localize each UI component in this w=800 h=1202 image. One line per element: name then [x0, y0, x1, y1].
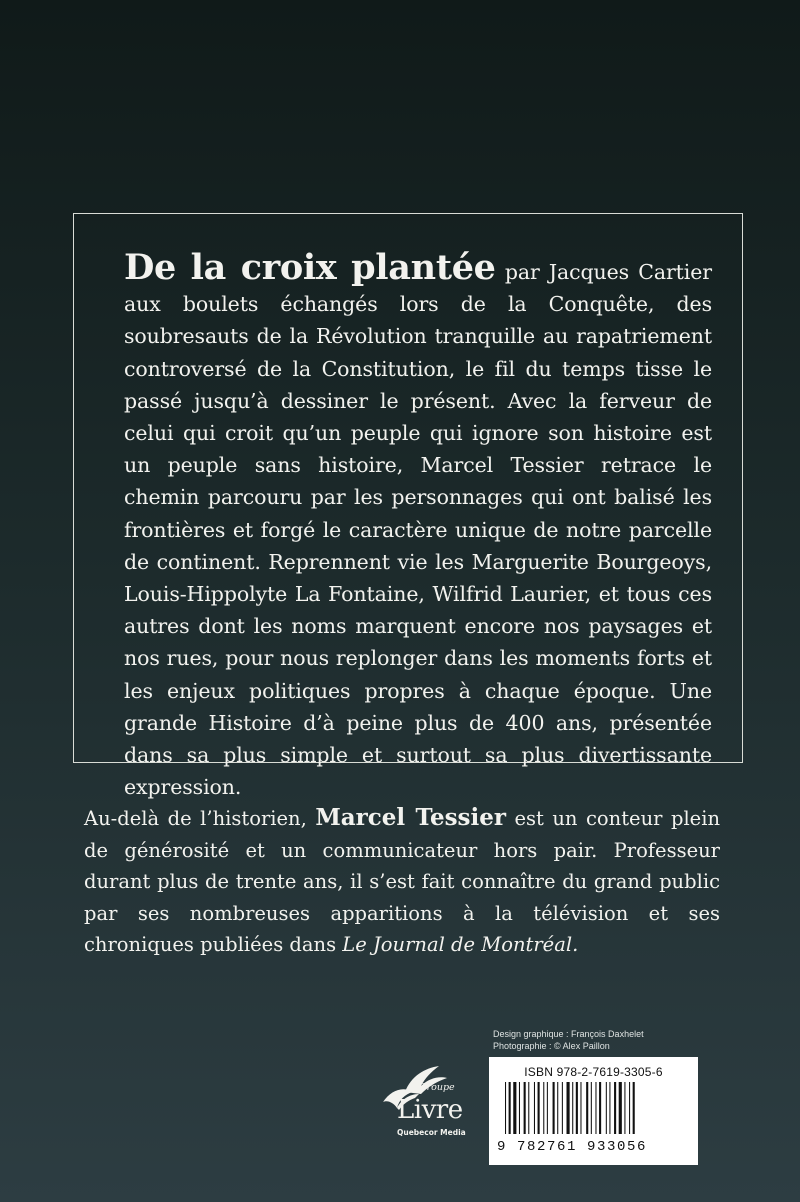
logo-livre: Livre: [397, 1095, 463, 1125]
bio-intro: Au-delà de l’historien,: [84, 807, 316, 830]
barcode-bar: [629, 1082, 630, 1134]
isbn-barcode: [489, 1057, 698, 1165]
barcode-bar: [614, 1082, 616, 1134]
barcode-bar: [580, 1082, 581, 1134]
barcode-bar: [534, 1082, 535, 1134]
barcode-bar: [586, 1082, 588, 1134]
logo-groupe: Groupe: [419, 1082, 455, 1093]
barcode-bar: [567, 1082, 570, 1134]
logo-quebecor: Quebecor Media: [397, 1128, 466, 1137]
barcode-bar: [606, 1082, 607, 1134]
blurb-lead: De la croix plantée: [124, 247, 496, 288]
isbn-number: ISBN 978-2-7619-3305-6: [524, 1065, 663, 1079]
blurb-body: par Jacques Cartier aux boulets échangés lors de la Conquête, des soubresauts de la Révolution tranquille au rapatriement controversé de la Constitution, le fil du temps tisse le passé jusqu’à dessiner le présent. Avec la ferveur de celui qui croit qu’un peuple qui ignore son histoire est un peuple sans histoire, Marcel Tessier retrace le chemin parcouru par les personnages qui ont balisé les frontières et forgé le caractère unique de notre parcelle de continent. Reprennent vie les Marguerite Bourgeoys, Louis-Hippolyte La Fontaine, Wilfrid Laurier, et tous ces autres dont les noms marquent encore nos paysages et nos rues, pour nous replonger dans les moments forts et les enjeux politiques propres à chaque époque. Une grande Histoire d’à peine plus de 400 ans, présentée dans sa plus simple et surtout sa plus divertissante expression.: [124, 260, 712, 800]
author-bio: [84, 802, 720, 961]
barcode-bar: [557, 1082, 558, 1134]
publisher-logo: [375, 1062, 465, 1146]
barcode-bar: [543, 1082, 544, 1134]
design-credit: Design graphique : François Daxhelet: [493, 1029, 644, 1039]
bio-text: est un conteur plein de générosité et un communicateur hors pair. Professeur durant plus de trente ans, il s’est fait connaître du grand public par ses nombreuses apparitions à la télévision et ses chroniques publiées dans: [84, 807, 721, 956]
barcode-bar: [576, 1082, 578, 1134]
barcode-bar: [528, 1082, 529, 1134]
barcode-bar: [619, 1082, 622, 1134]
photo-credit: Photographie : © Alex Paillon: [493, 1041, 610, 1051]
credits: [493, 1028, 644, 1052]
back-cover-blurb: [124, 247, 712, 803]
barcode-bar: [513, 1082, 516, 1134]
barcode-bar: [553, 1082, 555, 1134]
barcode-bar: [505, 1082, 506, 1134]
barcode-bar: [538, 1082, 540, 1134]
barcode-bar: [591, 1082, 592, 1134]
barcode-bar: [519, 1082, 520, 1134]
barcode-bar: [562, 1082, 563, 1134]
barcode-bar: [624, 1082, 625, 1134]
barcode-bar: [609, 1082, 610, 1134]
barcode-digits: 9 782761 933056: [497, 1139, 648, 1155]
barcode-bar: [509, 1082, 511, 1134]
barcode-bar: [524, 1082, 526, 1134]
barcode-bar: [595, 1082, 596, 1134]
barcode-bar: [633, 1082, 635, 1134]
author-name: Marcel Tessier: [315, 804, 506, 831]
barcode-bars: [503, 1082, 684, 1140]
journal-title: Le Journal de Montréal.: [342, 933, 579, 956]
barcode-bar: [599, 1082, 601, 1134]
barcode-bar: [547, 1082, 548, 1134]
barcode-bar: [572, 1082, 573, 1134]
